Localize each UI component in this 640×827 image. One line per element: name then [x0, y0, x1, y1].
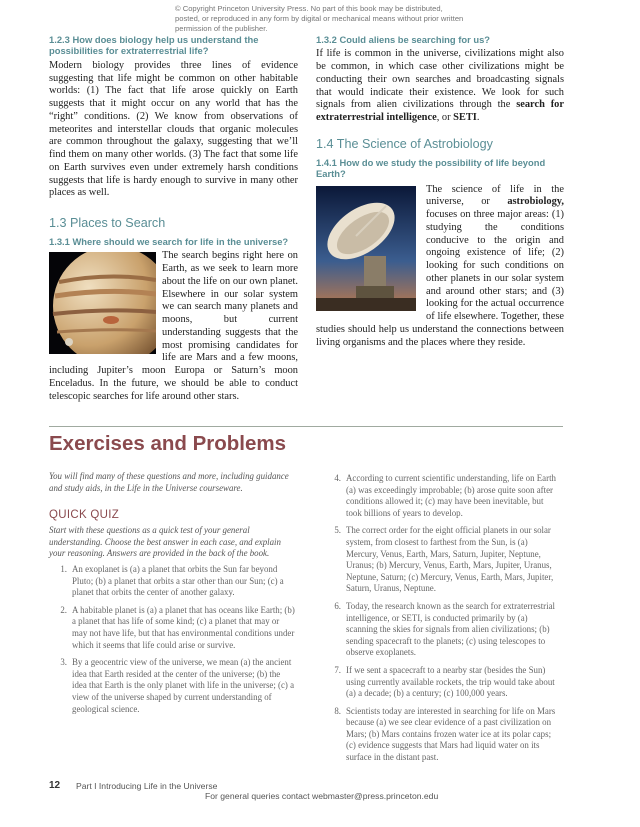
- quiz-question: [49, 605, 295, 651]
- right-column: [316, 34, 564, 349]
- quiz-question: [323, 706, 561, 764]
- quick-quiz-intro: Start with these questions as a quick test of your general understanding. Choose the best answer in each case, and explain your reasoning. Answers are provided in the back of the book.: [49, 525, 281, 558]
- question-number: 8.: [334, 705, 341, 716]
- section-body-1-3-2: [316, 48, 564, 125]
- quick-quiz-title: QUICK QUIZ: [49, 509, 120, 521]
- quiz-question: [323, 473, 561, 519]
- quiz-list-right: [323, 473, 561, 770]
- bold-term-seti: search for extraterrestrial intelligence: [316, 99, 564, 124]
- section-body-1-3-1: The search begins right here on Earth, as we seek to learn more about the life on our own planet. Elsewhere in our solar system we can search many planets and moons, but current understanding suggests that the most promising candidates for life are Mars and a few moons, including Jupiter’s moon Europa or Saturn’s moon Enceladus. In the future, we should be able to conduct telescopic searches for life around other stars.: [49, 250, 298, 402]
- section-heading-1-3-1: 1.3.1 Where should we search for life in the universe?: [49, 236, 289, 248]
- quiz-question: [49, 564, 295, 599]
- body-text: .: [476, 112, 480, 124]
- bold-abbr-seti: SETI: [453, 112, 477, 124]
- body-text: , or: [436, 112, 454, 124]
- question-number: 5.: [334, 525, 341, 536]
- quiz-question: [323, 601, 561, 659]
- question-text: According to current scientific understanding, life on Earth (a) was exceedingly improbable; (b) arose quite soon after conditions allowed it; (c) may have been inevitable, but took billions of years to develop.: [346, 473, 556, 518]
- exercises-intro: You will find many of these questions and more, including guidance and study aids, in the Life in the Universe courseware.: [49, 471, 289, 493]
- question-number: 6.: [334, 600, 341, 611]
- body-text: If life is common in the universe, civilizations might also be common, in which case other civilizations might be conducting their own searches and broadcasting signals that would indicate their existence. We look for such signals from alien civilizations through the: [316, 48, 564, 111]
- question-number: 2.: [60, 604, 67, 615]
- quiz-question: [49, 657, 295, 715]
- section-body-1-2-3: Modern biology provides three lines of evidence suggesting that life might be common on other habitable worlds: (1) The fact that life arose quickly on Earth suggests that it might occur on any world that has the “right” conditions. (2) We know from observations of meteorites and interstellar clouds that organic molecules are common throughout the galaxy, suggesting that we’ll find them on many other worlds. (3) The fact that some life on Earth survives even under extremely harsh conditions suggests that life is hardy enough to survive in many other places as well.: [49, 59, 298, 199]
- question-number: 3.: [60, 657, 67, 668]
- running-head: Part I Introducing Life in the Universe: [76, 781, 218, 791]
- radio-telescope-image: [316, 186, 416, 311]
- copyright-notice: © Copyright Princeton University Press. No part of this book may be distributed, posted, or reproduced in any form by digital or mechanical means without prior written permission of the publisher.: [175, 4, 464, 33]
- bold-term-astrobiology: astrobiology,: [507, 196, 564, 208]
- question-text: Today, the research known as the search for extraterrestrial intelligence, or SETI, is conducted primarily by (a) scanning the skies for signals from alien civilizations; (b) sending spacecraft to the planets; (c) using telescopes to observe exoplanets.: [346, 600, 555, 658]
- section-heading-1-4: 1.4 The Science of Astrobiology: [316, 136, 493, 151]
- question-number: 1.: [60, 564, 67, 574]
- body-text: focuses on three major areas: (1) studying the conditions conducive to the origin and ongoing existence of life; (2) looking for such conditions on other planets in our solar system and around other stars; and (3) looking for the actual occurrence of life elsewhere. Together, these studies should help us understand the connections between living organisms and the places where they reside.: [316, 209, 564, 348]
- question-number: 7.: [334, 664, 341, 675]
- footer-contact: For general queries contact webmaster@press.princeton.edu: [205, 791, 439, 801]
- quiz-list-left: [49, 564, 295, 721]
- section-heading-1-2-3: 1.2.3 How does biology help us understand the possibilities for extraterrestrial life?: [49, 34, 259, 57]
- question-text: An exoplanet is (a) a planet that orbits the Sun far beyond Pluto; (b) a planet that orbits a star other than our Sun; (c) a planet that orbits the center of another galaxy.: [72, 564, 284, 598]
- page-number: 12: [49, 780, 61, 791]
- question-text: If we sent a spacecraft to a nearby star (besides the Sun) using currently available rockets, the trip would take about (a) a decade; (b) a century; (c) 100,000 years.: [346, 664, 555, 699]
- question-text: By a geocentric view of the universe, we mean (a) the ancient idea that Earth resided at the center of the universe; (b) the idea that Earth is the only planet with life in the universe; (c) a view of the universe shaped by current understanding of geological science.: [72, 657, 295, 714]
- question-number: 4.: [334, 473, 341, 483]
- quiz-question: [323, 665, 561, 700]
- section-heading-1-3: 1.3 Places to Search: [49, 216, 166, 231]
- section-heading-1-4-1: 1.4.1 How do we study the possibility of life beyond Earth?: [316, 156, 546, 180]
- body-text: The science of life in the universe, or: [426, 183, 564, 208]
- left-column: [49, 34, 298, 403]
- exercises-title: Exercises and Problems: [49, 432, 287, 455]
- section-heading-1-3-2: 1.3.2 Could aliens be searching for us?: [316, 34, 491, 45]
- quiz-question: [323, 525, 561, 595]
- jupiter-image: [49, 252, 156, 354]
- section-divider: [49, 426, 563, 427]
- question-text: A habitable planet is (a) a planet that has oceans like Earth; (b) a planet that has life of some kind; (c) a planet that may or may not have life, but that has environmental conditions under which it seems that life could arise or survive.: [72, 604, 295, 650]
- question-text: The correct order for the eight official planets in our solar system, from closest to farthest from the Sun, is (a) Mercury, Venus, Earth, Mars, Saturn, Jupiter, Neptune, Uranus; (b) Mercury, Venus, Earth, Mars, Jupiter, Uranus, Neptune, Saturn; (c) Mercury, Venus, Earth, Mars, Jupiter, Saturn, Uranus, Neptune.: [346, 525, 554, 594]
- question-text: Scientists today are interested in searching for life on Mars because (a) we see clear evidence of a past civilization on Mars; (b) Mars contains frozen water ice at its polar caps; (c) evidence suggests that Mars had liquid water on its surface in the distant past.: [346, 705, 556, 763]
